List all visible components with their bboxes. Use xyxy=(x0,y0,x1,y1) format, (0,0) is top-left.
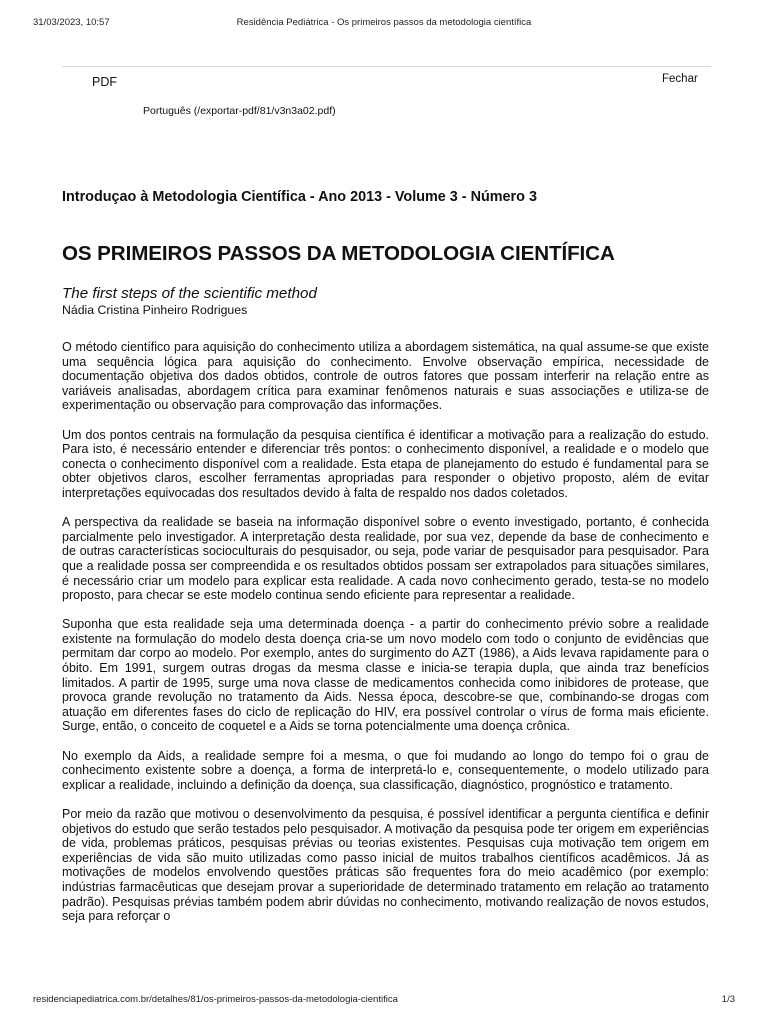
paragraph: Por meio da razão que motivou o desenvolvimento da pesquisa, é possível identificar a pergunta científica e definir objetivos do estudo que serão testados pelo pesquisador. A motivação da pesquisa pode ter origem em experiências de vida, problemas práticos, pesquisas prévias ou teorias existentes. Pesquisas cuja motivação tem origem em experiências de vida são muito utilizadas como passo inicial de muitos trabalhos científicos acadêmicos. Já as motivações de modelos envolvendo questões práticas são frequentes fora do meio acadêmico (por exemplo: indústrias farmacêuticas que desejam provar a superioridade de determinado tratamento em relação ao tratamento padrão). Pesquisas prévias também podem abrir dúvidas no conhecimento, motivando realização de novos estudos, seja para reforçar o xyxy=(62,807,709,924)
close-button[interactable]: Fechar xyxy=(662,73,698,85)
print-datetime: 31/03/2023, 10:57 xyxy=(33,17,110,28)
page-url: residenciapediatrica.com.br/detalhes/81/os-primeiros-passos-da-metodologia-cientifica xyxy=(33,994,398,1005)
header-divider xyxy=(62,66,711,67)
pdf-label: PDF xyxy=(92,75,117,89)
paragraph: Suponha que esta realidade seja uma determinada doença - a partir do conhecimento prévio sobre a realidade existente na formulação do modelo desta doença cria-se um novo modelo com todo o conjunto de evidências que permitam dar corpo ao modelo. Por exemplo, antes do surgimento do AZT (1986), a Aids levava rapidamente para o óbito. Em 1991, surgem outras drogas da mesma classe e inicia-se terapia dupla, que ainda traz benefícios limitados. A partir de 1995, surge uma nova classe de medicamentos conhecida como inibidores de protease, que provoca grande revolução no tratamento da Aids. Nessa época, descobre-se que, combinando-se drogas com atuação em diferentes fases do ciclo de replicação do HIV, era possível controlar o vírus de forma mais eficiente. Surge, então, o conceito de coquetel e a Aids se torna potencialmente uma doença crônica. xyxy=(62,617,709,734)
article-title: OS PRIMEIROS PASSOS DA METODOLOGIA CIENTÍFICA xyxy=(62,242,615,265)
article-subtitle: The first steps of the scientific method xyxy=(62,285,317,302)
paragraph: O método científico para aquisição do conhecimento utiliza a abordagem sistemática, na qual assume-se que existe uma sequência lógica para aquisição do conhecimento. Envolve observação empírica, necessidade de documentação objetiva dos dados obtidos, controle de outros fatores que possam interferir na relação entre as variáveis analisadas, abordagem crítica para examinar fenômenos naturais e suas associações e utiliza-se de experimentação ou observação para comprovação das informações. xyxy=(62,340,709,413)
page-number: 1/3 xyxy=(721,994,735,1005)
paragraph: No exemplo da Aids, a realidade sempre foi a mesma, o que foi mudando ao longo do tempo foi o grau de conhecimento existente sobre a doença, a forma de interpretá-lo e, consequentemente, o modelo utilizado para explicar a realidade, incluindo a definição da doença, sua classificação, diagnóstico, prognóstico e tratamento. xyxy=(62,748,709,792)
paragraph: A perspectiva da realidade se baseia na informação disponível sobre o evento investigado, portanto, é conhecida parcialmente pelo investigador. A interpretação desta realidade, por sua vez, depende da base de conhecimento e de outras características socioculturais do pesquisador, ou seja, pode variar de pesquisador para pesquisador. Para que a realidade possa ser compreendida e os resultados obtidos possam ser extrapolados para situações similares, é necessário criar um modelo para explicar esta realidade. A cada novo conhecimento gerado, testa-se no modelo proposto, para checar se este modelo continua sendo eficiente para representar a realidade. xyxy=(62,515,709,603)
print-page-title: Residência Pediátrica - Os primeiros passos da metodologia científica xyxy=(236,17,532,28)
article-body xyxy=(62,340,709,938)
author-name: Nádia Cristina Pinheiro Rodrigues xyxy=(62,303,248,317)
paragraph: Um dos pontos centrais na formulação da pesquisa científica é identificar a motivação para a realização do estudo. Para isto, é necessário entender e diferenciar três pontos: o conhecimento disponível, a realidade e o modelo que conecta o conhecimento disponível com a realidade. Esta etapa de planejamento do estudo é fundamental para se obter objetivos claros, escolher ferramentas apropriadas para responder o objetivo proposto, além de evitar interpretações equivocadas dos resultados devido à falta de respaldo nos dados coletados. xyxy=(62,427,709,500)
pdf-download-link[interactable]: Português (/exportar-pdf/81/v3n3a02.pdf) xyxy=(143,105,336,117)
issue-heading: Introduçao à Metodologia Científica - Ano 2013 - Volume 3 - Número 3 xyxy=(62,189,537,205)
